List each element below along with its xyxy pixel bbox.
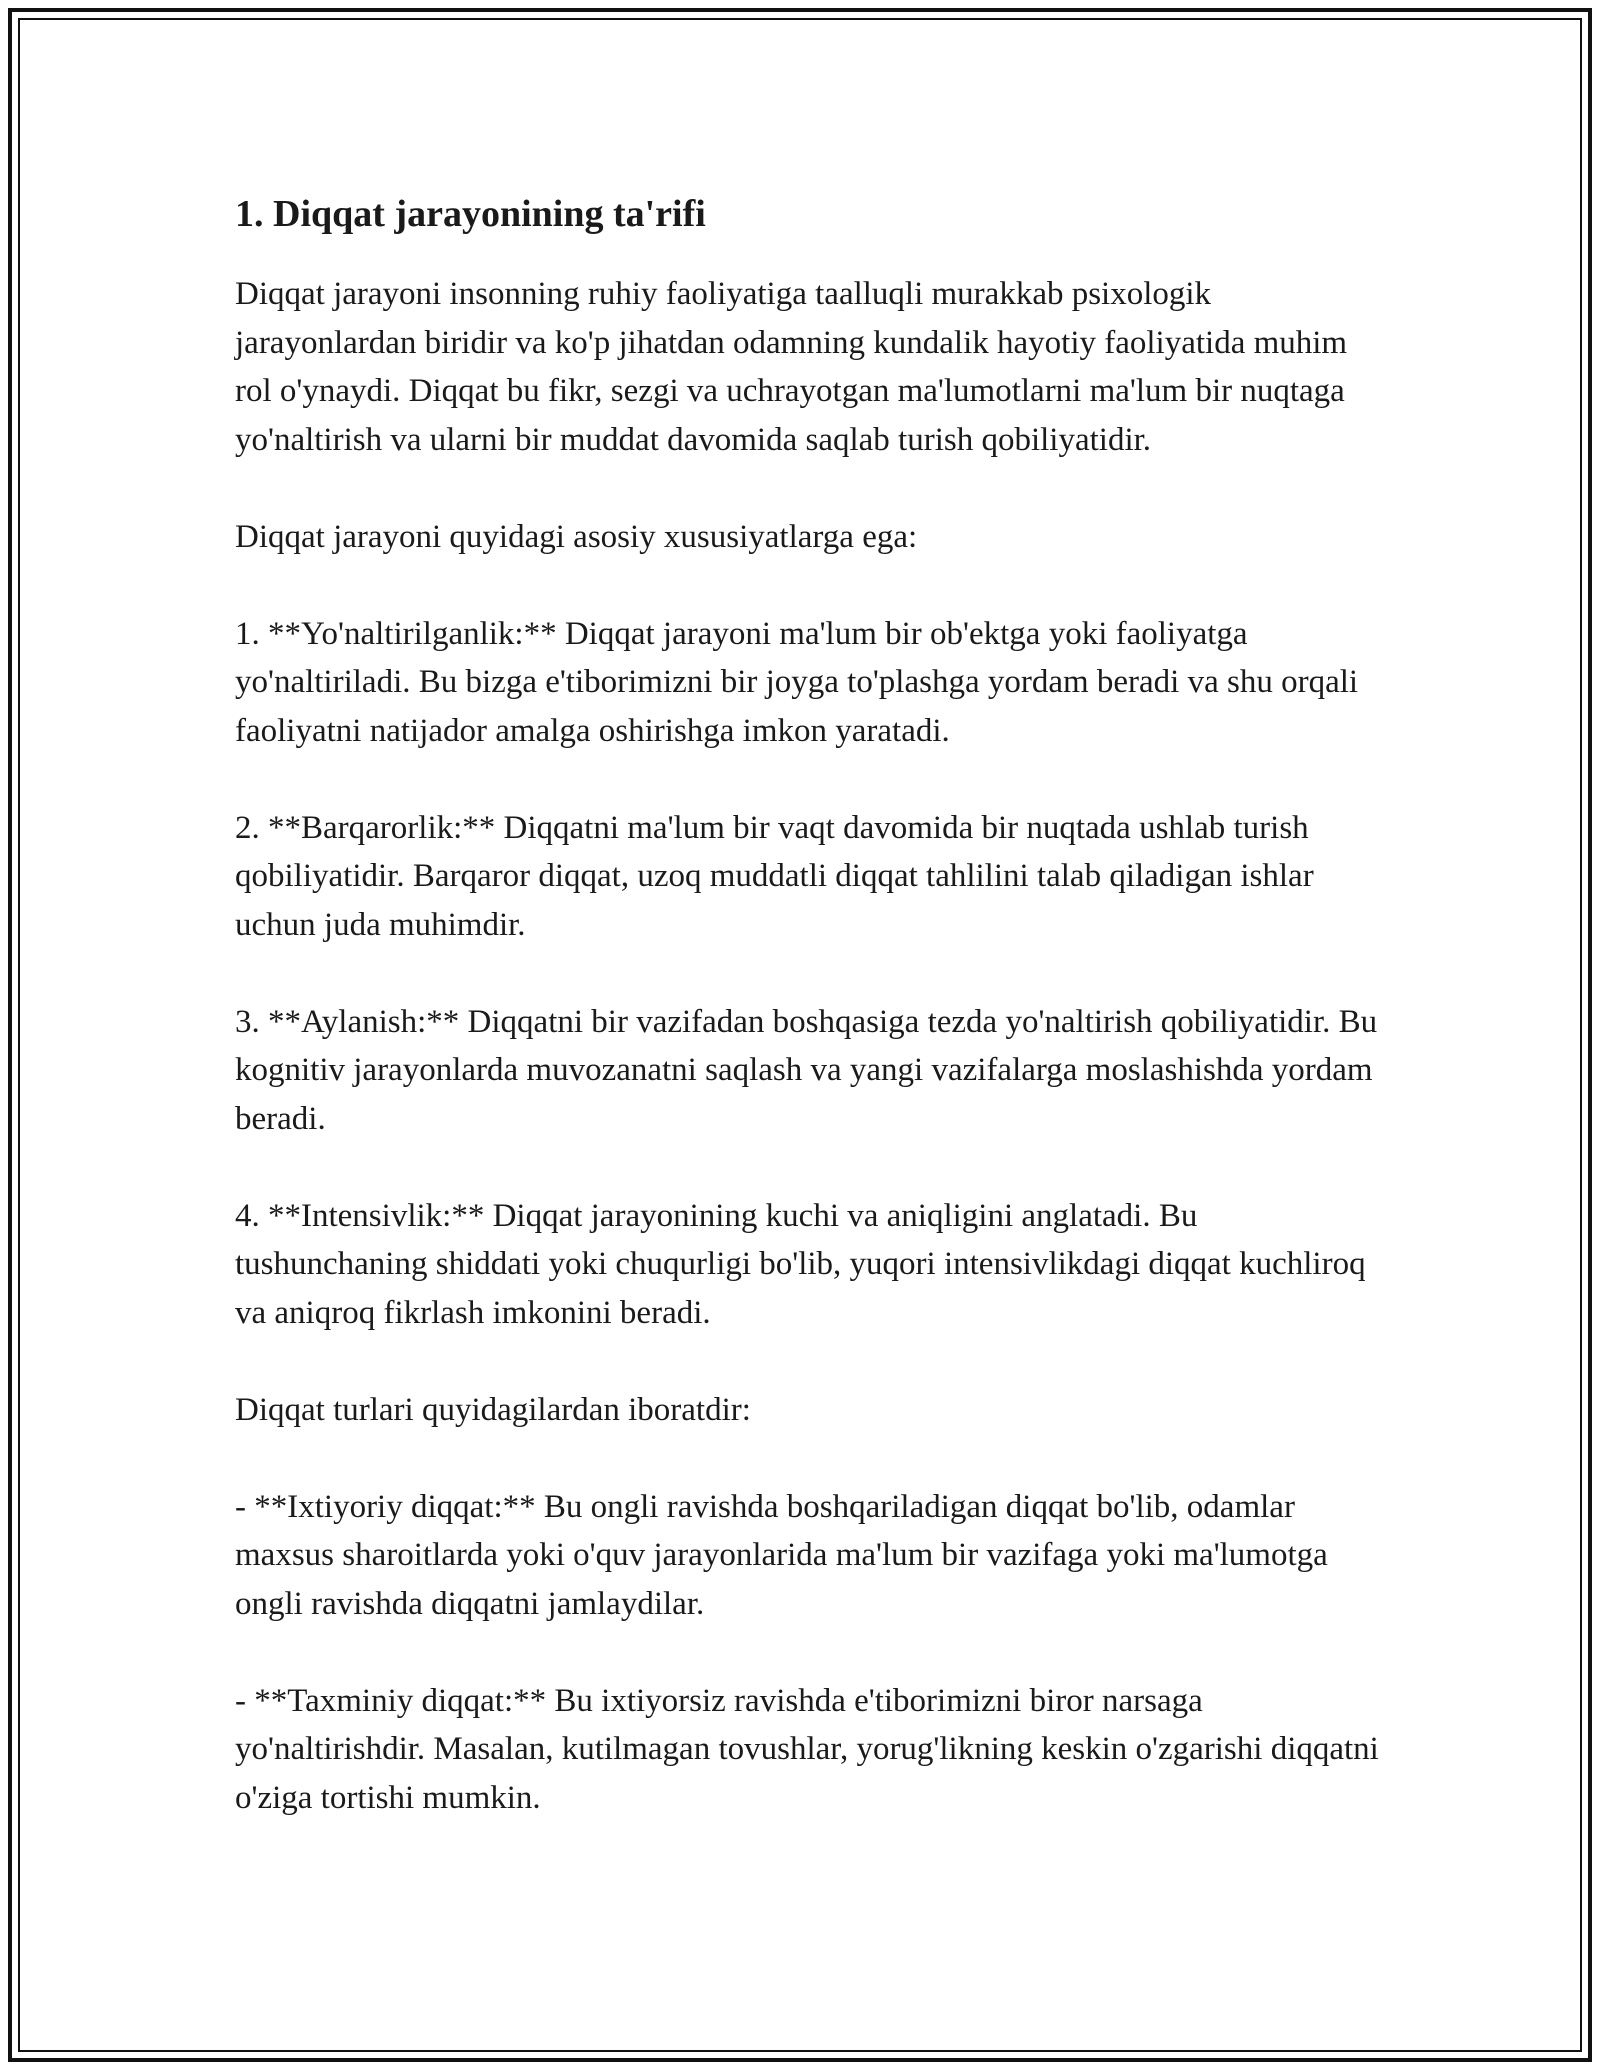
- list-item-voluntary-attention: - **Ixtiyoriy diqqat:** Bu ongli ravishda boshqariladigan diqqat bo'lib, odamlar maxsus sharoitlarda yoki o'quv jarayonlarida ma'lum bir vazifaga yoki ma'lumotga ongli ravishda diqqatni jamlaydilar.: [235, 1488, 1328, 1622]
- document-body: [235, 186, 1385, 1871]
- list-item-switching: 3. **Aylanish:** Diqqatni bir vazifadan boshqasiga tezda yo'naltirish qobiliyatidir. Bu kognitiv jarayonlarda muvozanatni saqlash va yangi vazifalarga moslashishda yordam beradi.: [235, 1003, 1378, 1137]
- page-title: 1. Diqqat jarayonining ta'rifi: [235, 193, 706, 235]
- list-item-intensity: 4. **Intensivlik:** Diqqat jarayonining kuchi va aniqligini anglatadi. Bu tushunchaning shiddati yoki chuqurligi bo'lib, yuqori intensivlikdagi diqqat kuchliroq va aniqroq fikrlash imkonini beradi.: [235, 1197, 1366, 1331]
- paragraph-types-heading: Diqqat turlari quyidagilardan iboratdir:: [235, 1391, 751, 1428]
- list-item-directedness: 1. **Yo'naltirilganlik:** Diqqat jarayoni ma'lum bir ob'ektga yoki faoliyatga yo'naltiriladi. Bu bizga e'tiborimizni bir joyga to'plashga yordam beradi va shu orqali faoliyatni natijador amalga oshirishga imkon yaratadi.: [235, 615, 1359, 749]
- paragraph-intro: Diqqat jarayoni insonning ruhiy faoliyatiga taalluqli murakkab psixologik jarayonlardan biridir va ko'p jihatdan odamning kundalik hayotiy faoliyatida muhim rol o'ynaydi. Diqqat bu fikr, sezgi va uchrayotgan ma'lumotlarni ma'lum bir nuqtaga yo'naltirish va ularni bir muddat davomida saqlab turish qobiliyatidir.: [235, 276, 1348, 458]
- list-item-stability: 2. **Barqarorlik:** Diqqatni ma'lum bir vaqt davomida bir nuqtada ushlab turish qobiliyatidir. Barqaror diqqat, uzoq muddatli diqqat tahlilini talab qiladigan ishlar uchun juda muhimdir.: [235, 809, 1314, 943]
- list-item-approximate-attention: - **Taxminiy diqqat:** Bu ixtiyorsiz ravishda e'tiborimizni biror narsaga yo'naltirishdir. Masalan, kutilmagan tovushlar, yorug'likning keskin o'zgarishi diqqatni o'ziga tortishi mumkin.: [235, 1682, 1379, 1816]
- paragraph-properties-heading: Diqqat jarayoni quyidagi asosiy xususiyatlarga ega:: [235, 518, 918, 555]
